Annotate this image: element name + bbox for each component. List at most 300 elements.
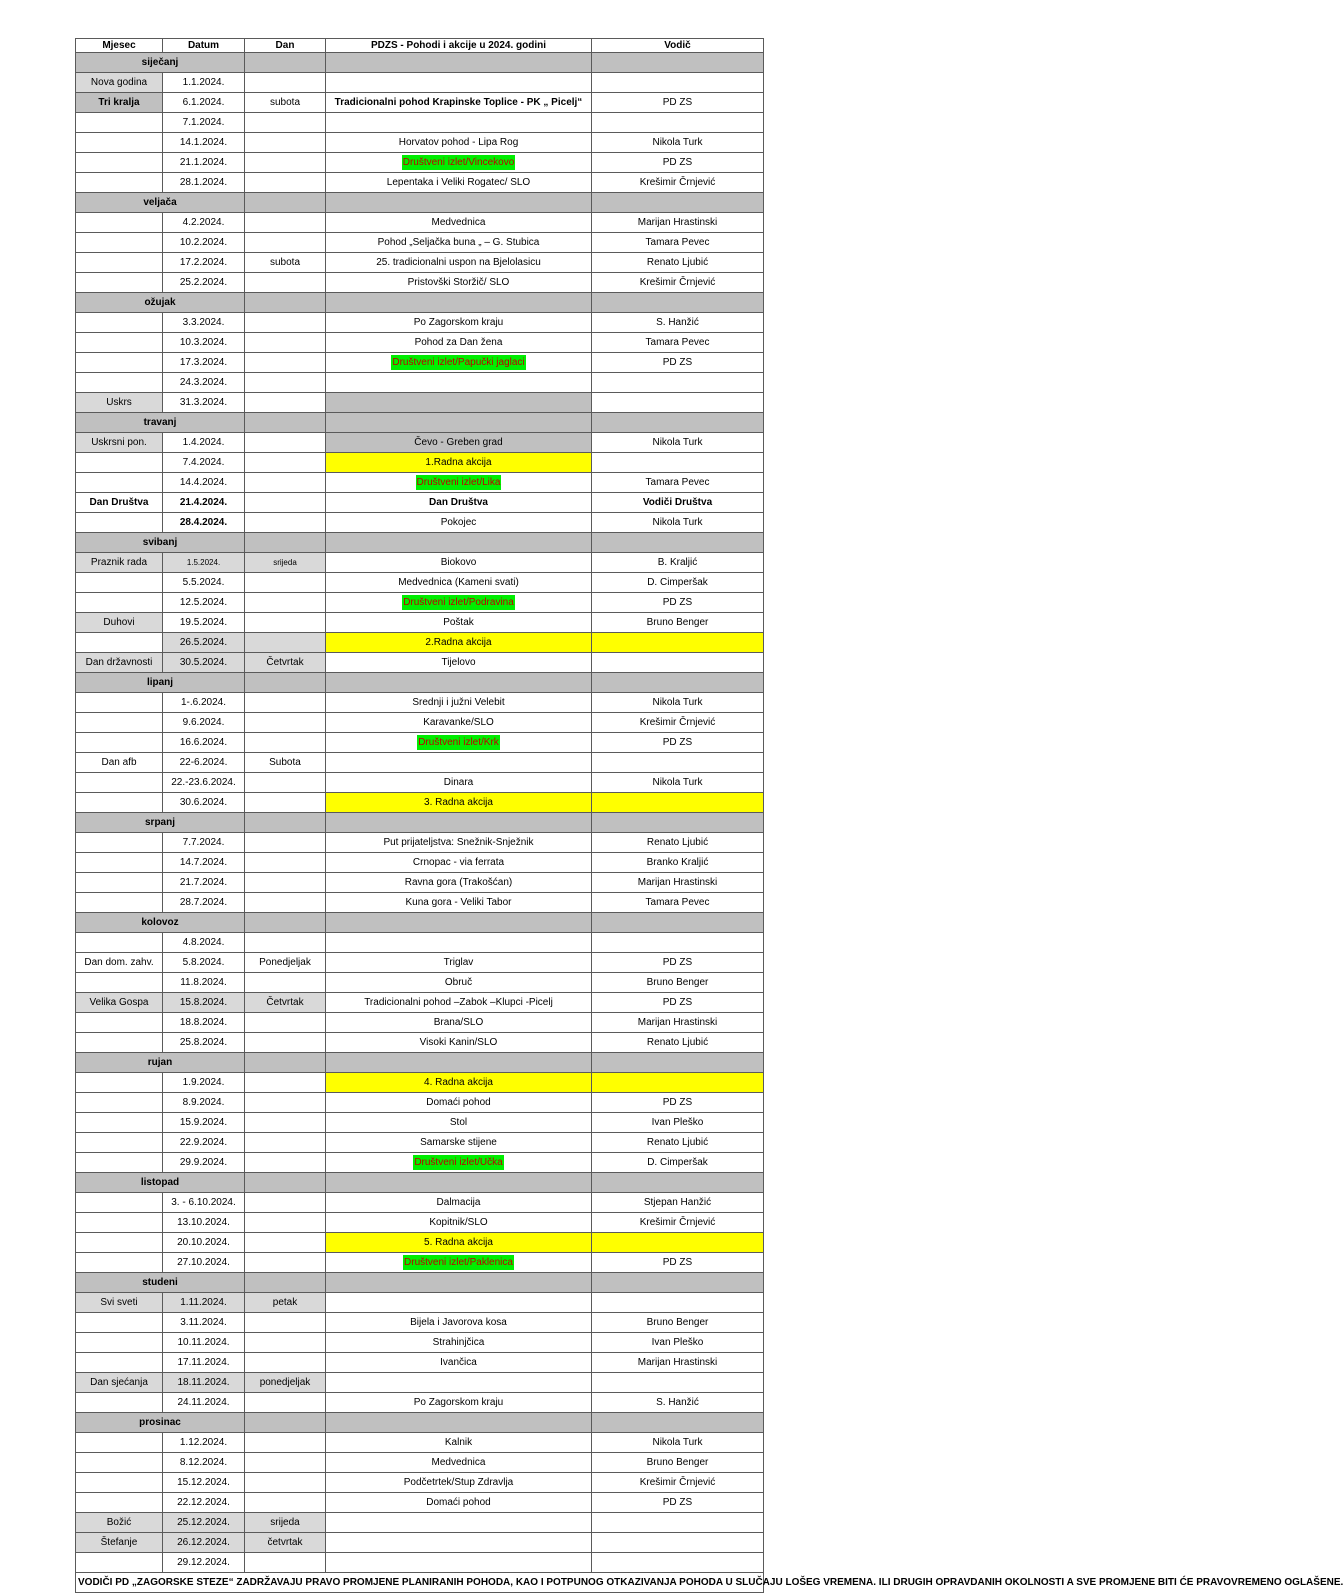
cell-datum: 1-.6.2024. — [163, 693, 245, 713]
month-blank — [592, 533, 764, 553]
cell-akcija — [326, 73, 592, 93]
cell-akcija — [326, 1293, 592, 1313]
cell-mjesec — [76, 1013, 163, 1033]
cell-dan — [245, 313, 326, 333]
cell-datum: 15.8.2024. — [163, 993, 245, 1013]
cell-akcija: 4. Radna akcija — [326, 1073, 592, 1093]
cell-datum: 16.6.2024. — [163, 733, 245, 753]
cell-dan — [245, 73, 326, 93]
cell-mjesec — [76, 973, 163, 993]
month-blank — [326, 1273, 592, 1293]
cell-datum: 17.3.2024. — [163, 353, 245, 373]
cell-mjesec: Dan Društva — [76, 493, 163, 513]
cell-datum: 18.11.2024. — [163, 1373, 245, 1393]
cell-dan — [245, 233, 326, 253]
cell-dan: subota — [245, 253, 326, 273]
cell-datum: 10.11.2024. — [163, 1333, 245, 1353]
table-row — [76, 653, 764, 673]
cell-dan — [245, 1433, 326, 1453]
cell-dan — [245, 733, 326, 753]
month-blank — [326, 813, 592, 833]
cell-datum: 14.1.2024. — [163, 133, 245, 153]
cell-vodic: Renato Ljubić — [592, 833, 764, 853]
cell-datum: 7.1.2024. — [163, 113, 245, 133]
month-blank — [326, 1053, 592, 1073]
cell-vodic: S. Hanžić — [592, 313, 764, 333]
cell-akcija — [326, 1253, 592, 1273]
month-blank — [592, 673, 764, 693]
cell-dan — [245, 1393, 326, 1413]
table-row — [76, 1393, 764, 1413]
cell-vodic — [592, 633, 764, 653]
cell-vodic: PD ZS — [592, 93, 764, 113]
cell-mjesec — [76, 1453, 163, 1473]
cell-akcija: Dinara — [326, 773, 592, 793]
cell-akcija: Pristovški Storžič/ SLO — [326, 273, 592, 293]
table-row — [76, 1253, 764, 1273]
cell-datum: 25.2.2024. — [163, 273, 245, 293]
month-name: svibanj — [76, 533, 245, 553]
cell-mjesec — [76, 1313, 163, 1333]
table-row — [76, 1313, 764, 1333]
cell-mjesec: Svi sveti — [76, 1293, 163, 1313]
cell-akcija: Domaći pohod — [326, 1493, 592, 1513]
cell-vodic: Tamara Pevec — [592, 233, 764, 253]
cell-dan — [245, 453, 326, 473]
cell-akcija: 25. tradicionalni uspon na Bjelolasicu — [326, 253, 592, 273]
cell-akcija: Visoki Kanin/SLO — [326, 1033, 592, 1053]
cell-dan — [245, 693, 326, 713]
month-blank — [592, 193, 764, 213]
cell-mjesec — [76, 853, 163, 873]
table-row — [76, 613, 764, 633]
cell-dan — [245, 893, 326, 913]
club-trip-highlight: Društveni izlet/Paklenica — [404, 1256, 513, 1268]
cell-mjesec — [76, 1473, 163, 1493]
cell-vodic: Nikola Turk — [592, 1433, 764, 1453]
table-row — [76, 273, 764, 293]
cell-dan — [245, 1353, 326, 1373]
cell-mjesec — [76, 373, 163, 393]
cell-dan — [245, 493, 326, 513]
cell-mjesec — [76, 893, 163, 913]
cell-akcija: Po Zagorskom kraju — [326, 1393, 592, 1413]
header-vodic: Vodič — [592, 39, 764, 53]
cell-dan: četvrtak — [245, 1533, 326, 1553]
cell-datum: 31.3.2024. — [163, 393, 245, 413]
month-header-row — [76, 193, 764, 213]
cell-akcija: Ivančica — [326, 1353, 592, 1373]
club-trip-highlight: Društveni izlet/Krk — [418, 736, 499, 748]
cell-akcija: Put prijateljstva: Snežnik-Snježnik — [326, 833, 592, 853]
month-header-row — [76, 1413, 764, 1433]
month-blank — [245, 413, 326, 433]
cell-akcija — [326, 353, 592, 373]
table-row — [76, 1513, 764, 1533]
month-blank — [592, 413, 764, 433]
cell-akcija: Dan Društva — [326, 493, 592, 513]
cell-vodic: Ivan Pleško — [592, 1333, 764, 1353]
cell-vodic: Marijan Hrastinski — [592, 213, 764, 233]
month-blank — [245, 533, 326, 553]
cell-akcija: Dalmacija — [326, 1193, 592, 1213]
header-row — [76, 39, 764, 53]
cell-dan: Ponedjeljak — [245, 953, 326, 973]
cell-datum: 10.3.2024. — [163, 333, 245, 353]
cell-akcija: Kalnik — [326, 1433, 592, 1453]
month-blank — [326, 913, 592, 933]
cell-mjesec — [76, 273, 163, 293]
cell-vodic — [592, 1533, 764, 1553]
cell-vodic — [592, 1373, 764, 1393]
cell-mjesec — [76, 1393, 163, 1413]
cell-mjesec: Velika Gospa — [76, 993, 163, 1013]
table-row — [76, 633, 764, 653]
month-blank — [326, 413, 592, 433]
cell-dan — [245, 1553, 326, 1573]
cell-mjesec: Tri kralja — [76, 93, 163, 113]
cell-dan — [245, 793, 326, 813]
cell-mjesec — [76, 1113, 163, 1133]
table-row — [76, 1453, 764, 1473]
cell-mjesec — [76, 1333, 163, 1353]
month-blank — [245, 1173, 326, 1193]
cell-datum: 3.3.2024. — [163, 313, 245, 333]
table-row — [76, 473, 764, 493]
cell-datum: 1.11.2024. — [163, 1293, 245, 1313]
table-row — [76, 1153, 764, 1173]
cell-mjesec — [76, 1133, 163, 1153]
table-row — [76, 973, 764, 993]
cell-datum: 6.1.2024. — [163, 93, 245, 113]
cell-vodic: S. Hanžić — [592, 1393, 764, 1413]
cell-mjesec: Štefanje — [76, 1533, 163, 1553]
month-blank — [245, 1273, 326, 1293]
cell-mjesec — [76, 593, 163, 613]
cell-vodic: Nikola Turk — [592, 133, 764, 153]
cell-dan — [245, 1073, 326, 1093]
table-row — [76, 1373, 764, 1393]
header-mjesec: Mjesec — [76, 39, 163, 53]
table-row — [76, 1213, 764, 1233]
table-row — [76, 1193, 764, 1213]
cell-vodic: Stjepan Hanžić — [592, 1193, 764, 1213]
cell-vodic — [592, 113, 764, 133]
cell-dan — [245, 433, 326, 453]
table-row — [76, 333, 764, 353]
cell-mjesec: Uskrsni pon. — [76, 433, 163, 453]
cell-akcija — [326, 593, 592, 613]
cell-mjesec: Dan državnosti — [76, 653, 163, 673]
cell-mjesec — [76, 1433, 163, 1453]
cell-mjesec — [76, 1193, 163, 1213]
cell-akcija: Obruč — [326, 973, 592, 993]
cell-vodic: Krešimir Črnjević — [592, 173, 764, 193]
month-header-row — [76, 293, 764, 313]
cell-dan — [245, 373, 326, 393]
cell-vodic: Marijan Hrastinski — [592, 873, 764, 893]
cell-vodic — [592, 753, 764, 773]
table-row — [76, 493, 764, 513]
table-row — [76, 1033, 764, 1053]
cell-datum: 8.9.2024. — [163, 1093, 245, 1113]
cell-dan: petak — [245, 1293, 326, 1313]
cell-dan — [245, 613, 326, 633]
cell-akcija — [326, 153, 592, 173]
table-row — [76, 1353, 764, 1373]
cell-dan — [245, 133, 326, 153]
month-name: ožujak — [76, 293, 245, 313]
cell-mjesec — [76, 693, 163, 713]
cell-datum: 12.5.2024. — [163, 593, 245, 613]
cell-akcija — [326, 393, 592, 413]
cell-vodic: Tamara Pevec — [592, 333, 764, 353]
cell-akcija — [326, 733, 592, 753]
cell-akcija: Samarske stijene — [326, 1133, 592, 1153]
cell-datum: 30.6.2024. — [163, 793, 245, 813]
cell-dan — [245, 593, 326, 613]
cell-vodic: Bruno Benger — [592, 613, 764, 633]
cell-datum: 26.5.2024. — [163, 633, 245, 653]
cell-dan — [245, 1153, 326, 1173]
cell-vodic — [592, 1513, 764, 1533]
cell-vodic — [592, 1553, 764, 1573]
cell-mjesec — [76, 173, 163, 193]
cell-vodic: Krešimir Črnjević — [592, 1473, 764, 1493]
cell-vodic — [592, 1073, 764, 1093]
table-row — [76, 933, 764, 953]
cell-akcija: Čevo - Greben grad — [326, 433, 592, 453]
cell-mjesec — [76, 1253, 163, 1273]
header-dan: Dan — [245, 39, 326, 53]
cell-datum: 22.-23.6.2024. — [163, 773, 245, 793]
month-blank — [245, 1413, 326, 1433]
cell-akcija — [326, 933, 592, 953]
cell-datum: 21.7.2024. — [163, 873, 245, 893]
cell-datum: 10.2.2024. — [163, 233, 245, 253]
cell-dan — [245, 1033, 326, 1053]
table-row — [76, 513, 764, 533]
cell-dan: srijeda — [245, 553, 326, 573]
table-row — [76, 133, 764, 153]
month-header-row — [76, 533, 764, 553]
table-row — [76, 833, 764, 853]
cell-datum: 28.1.2024. — [163, 173, 245, 193]
cell-dan — [245, 393, 326, 413]
cell-vodic — [592, 1233, 764, 1253]
cell-akcija: Tradicionalni pohod –Zabok –Klupci -Picelj — [326, 993, 592, 1013]
cell-vodic: PD ZS — [592, 1253, 764, 1273]
table-row — [76, 313, 764, 333]
cell-dan — [245, 153, 326, 173]
cell-datum: 24.3.2024. — [163, 373, 245, 393]
cell-vodic: Vodiči Društva — [592, 493, 764, 513]
cell-mjesec — [76, 253, 163, 273]
cell-akcija: 5. Radna akcija — [326, 1233, 592, 1253]
cell-dan — [245, 1253, 326, 1273]
table-row — [76, 373, 764, 393]
header-datum: Datum — [163, 39, 245, 53]
cell-datum: 22-6.2024. — [163, 753, 245, 773]
month-header-row — [76, 53, 764, 73]
month-blank — [326, 673, 592, 693]
cell-vodic: Tamara Pevec — [592, 473, 764, 493]
cell-vodic: Nikola Turk — [592, 693, 764, 713]
month-blank — [592, 1173, 764, 1193]
cell-mjesec — [76, 1233, 163, 1253]
cell-dan — [245, 713, 326, 733]
month-name: lipanj — [76, 673, 245, 693]
table-row — [76, 1473, 764, 1493]
cell-datum: 14.7.2024. — [163, 853, 245, 873]
cell-vodic: Krešimir Črnjević — [592, 273, 764, 293]
cell-mjesec — [76, 1033, 163, 1053]
cell-akcija: Domaći pohod — [326, 1093, 592, 1113]
cell-akcija: Pohod „Seljačka buna „ – G. Stubica — [326, 233, 592, 253]
month-blank — [592, 913, 764, 933]
cell-datum: 25.8.2024. — [163, 1033, 245, 1053]
cell-akcija: Brana/SLO — [326, 1013, 592, 1033]
table-row — [76, 1233, 764, 1253]
table-row — [76, 893, 764, 913]
cell-mjesec: Praznik rada — [76, 553, 163, 573]
cell-vodic: PD ZS — [592, 1093, 764, 1113]
month-name: studeni — [76, 1273, 245, 1293]
table-row — [76, 793, 764, 813]
cell-akcija: Pohod za Dan žena — [326, 333, 592, 353]
cell-mjesec — [76, 713, 163, 733]
table-row — [76, 1293, 764, 1313]
cell-vodic: Nikola Turk — [592, 433, 764, 453]
cell-vodic: Nikola Turk — [592, 513, 764, 533]
cell-dan: Četvrtak — [245, 653, 326, 673]
cell-dan — [245, 1453, 326, 1473]
cell-dan — [245, 833, 326, 853]
month-name: srpanj — [76, 813, 245, 833]
cell-datum: 25.12.2024. — [163, 1513, 245, 1533]
cell-mjesec: Nova godina — [76, 73, 163, 93]
cell-akcija: 2.Radna akcija — [326, 633, 592, 653]
cell-datum: 4.8.2024. — [163, 933, 245, 953]
cell-mjesec: Dan afb — [76, 753, 163, 773]
table-row — [76, 693, 764, 713]
month-name: kolovoz — [76, 913, 245, 933]
table-row — [76, 1113, 764, 1133]
cell-dan — [245, 1193, 326, 1213]
cell-akcija: 3. Radna akcija — [326, 793, 592, 813]
cell-vodic: Bruno Benger — [592, 1313, 764, 1333]
cell-mjesec — [76, 793, 163, 813]
table-row — [76, 1073, 764, 1093]
table-row — [76, 853, 764, 873]
cell-datum: 18.8.2024. — [163, 1013, 245, 1033]
cell-datum: 30.5.2024. — [163, 653, 245, 673]
cell-datum: 29.9.2024. — [163, 1153, 245, 1173]
cell-akcija: Kopitnik/SLO — [326, 1213, 592, 1233]
cell-akcija: Stol — [326, 1113, 592, 1133]
cell-mjesec — [76, 733, 163, 753]
cell-mjesec — [76, 313, 163, 333]
cell-datum: 7.4.2024. — [163, 453, 245, 473]
cell-dan — [245, 173, 326, 193]
month-blank — [592, 1413, 764, 1433]
cell-dan — [245, 1093, 326, 1113]
month-blank — [326, 193, 592, 213]
cell-vodic: Nikola Turk — [592, 773, 764, 793]
cell-mjesec — [76, 873, 163, 893]
cell-akcija: Tijelovo — [326, 653, 592, 673]
cell-dan — [245, 353, 326, 373]
cell-datum: 13.10.2024. — [163, 1213, 245, 1233]
table-row — [76, 993, 764, 1013]
cell-datum: 3.11.2024. — [163, 1313, 245, 1333]
cell-dan — [245, 573, 326, 593]
month-name: prosinac — [76, 1413, 245, 1433]
month-blank — [592, 1273, 764, 1293]
cell-datum: 4.2.2024. — [163, 213, 245, 233]
month-name: listopad — [76, 1173, 245, 1193]
month-blank — [245, 673, 326, 693]
cell-akcija: Medvednica — [326, 213, 592, 233]
cell-vodic: Krešimir Črnjević — [592, 1213, 764, 1233]
cell-mjesec: Dan sjećanja — [76, 1373, 163, 1393]
table-row — [76, 453, 764, 473]
month-blank — [326, 53, 592, 73]
cell-datum: 20.10.2024. — [163, 1233, 245, 1253]
month-blank — [245, 913, 326, 933]
month-blank — [326, 1413, 592, 1433]
cell-vodic: PD ZS — [592, 1493, 764, 1513]
month-name: veljača — [76, 193, 245, 213]
club-trip-highlight: Društveni izlet/Učka — [414, 1156, 503, 1168]
cell-akcija — [326, 1553, 592, 1573]
cell-akcija: Podčetrtek/Stup Zdravlja — [326, 1473, 592, 1493]
table-row — [76, 753, 764, 773]
cell-dan — [245, 1493, 326, 1513]
table-row — [76, 1333, 764, 1353]
cell-vodic — [592, 73, 764, 93]
cell-akcija — [326, 1513, 592, 1533]
cell-dan — [245, 213, 326, 233]
cell-datum: 5.5.2024. — [163, 573, 245, 593]
month-header-row — [76, 673, 764, 693]
header-title: PDZS - Pohodi i akcije u 2024. godini — [326, 39, 592, 53]
cell-datum: 26.12.2024. — [163, 1533, 245, 1553]
cell-datum: 11.8.2024. — [163, 973, 245, 993]
cell-dan — [245, 933, 326, 953]
footer-note: VODIČI PD „ZAGORSKE STEZE“ ZADRŽAVAJU PRAVO PROMJENE PLANIRANIH POHODA, KAO I POTPUNOG OTKAZIVANJA POHODA U SLUČAJU LOŠEG VREMENA. ILI DRUGIH OPRAVDANIH OKOLNOSTI A SVE PROMJENE BITI ĆE PRAVOVREMENO OGLAŠENE. — [76, 1573, 764, 1593]
cell-akcija — [326, 1373, 592, 1393]
cell-mjesec — [76, 113, 163, 133]
table-row — [76, 1553, 764, 1573]
month-blank — [245, 293, 326, 313]
cell-mjesec — [76, 1073, 163, 1093]
table-row — [76, 433, 764, 453]
month-header-row — [76, 1273, 764, 1293]
cell-datum: 7.7.2024. — [163, 833, 245, 853]
cell-mjesec — [76, 933, 163, 953]
cell-dan — [245, 1313, 326, 1333]
footer-row — [76, 1573, 764, 1593]
cell-akcija: Ravna gora (Trakošćan) — [326, 873, 592, 893]
cell-vodic — [592, 793, 764, 813]
cell-akcija: Medvednica (Kameni svati) — [326, 573, 592, 593]
cell-datum: 19.5.2024. — [163, 613, 245, 633]
cell-datum: 1.1.2024. — [163, 73, 245, 93]
cell-mjesec — [76, 833, 163, 853]
month-blank — [326, 293, 592, 313]
table-row — [76, 153, 764, 173]
